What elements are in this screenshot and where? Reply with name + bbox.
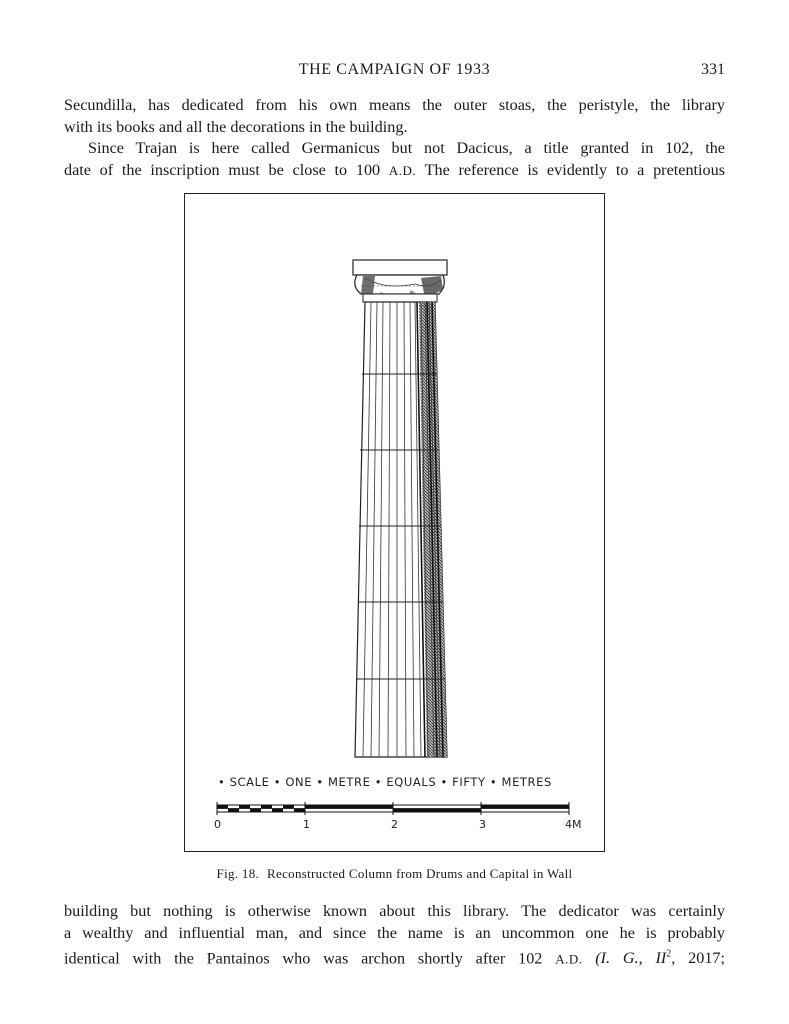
text-line: with its books and all the decorations in the building.	[64, 117, 408, 136]
body-text-bottom	[64, 901, 725, 970]
text-line: Secundilla, has dedicated from his own means the outer stoas, the peristyle, the library	[64, 96, 725, 114]
text-fragment: The reference is evidently to a pretentious	[424, 160, 726, 179]
scale-tick-label: 2	[391, 818, 398, 831]
era-abbreviation: A.D.	[555, 951, 583, 967]
text-line: building but nothing is otherwise known about this library. The dedicator was certainly	[64, 902, 725, 920]
page-number: 331	[701, 61, 725, 78]
figure-frame	[184, 193, 605, 852]
era-abbreviation: A.D.	[388, 162, 417, 178]
page-header	[64, 58, 725, 82]
column-drawing	[185, 194, 604, 851]
text-fragment: , 2017;	[671, 949, 725, 968]
scale-tick-label: 0	[214, 818, 221, 831]
text-line-with-abbrev	[64, 160, 725, 182]
caption-text: Reconstructed Column from Drums and Capital in Wall	[267, 866, 573, 881]
text-line-with-citation	[64, 944, 725, 970]
text-line: Since Trajan is here called Germanicus but not Dacicus, a title granted in 102, the	[88, 139, 725, 157]
scale-tick-label: 1	[303, 818, 310, 831]
text-fragment: identical with the Pantainos who was archon shortly after 102	[64, 949, 543, 968]
scale-text: • SCALE • ONE • METRE • EQUALS • FIFTY • METRES	[218, 775, 552, 789]
text-line: a wealthy and influential man, and since the name is an uncommon one he is probably	[64, 923, 725, 942]
body-text-top	[64, 95, 725, 181]
capital-damage-shading	[361, 276, 375, 294]
citation	[595, 949, 725, 967]
capital-abacus	[353, 260, 447, 275]
figure-caption	[0, 866, 789, 882]
running-title: THE CAMPAIGN OF 1933	[298, 61, 491, 78]
scale-tick-label: 4M	[565, 818, 582, 831]
citation-superscript: 2	[666, 949, 672, 960]
citation-source: (I. G., II	[595, 949, 667, 968]
text-fragment: date of the inscription must be close to 100	[64, 160, 381, 179]
figure-label: Fig. 18.	[216, 866, 260, 881]
scale-bar	[217, 802, 569, 815]
scale-tick-label: 3	[479, 818, 486, 831]
